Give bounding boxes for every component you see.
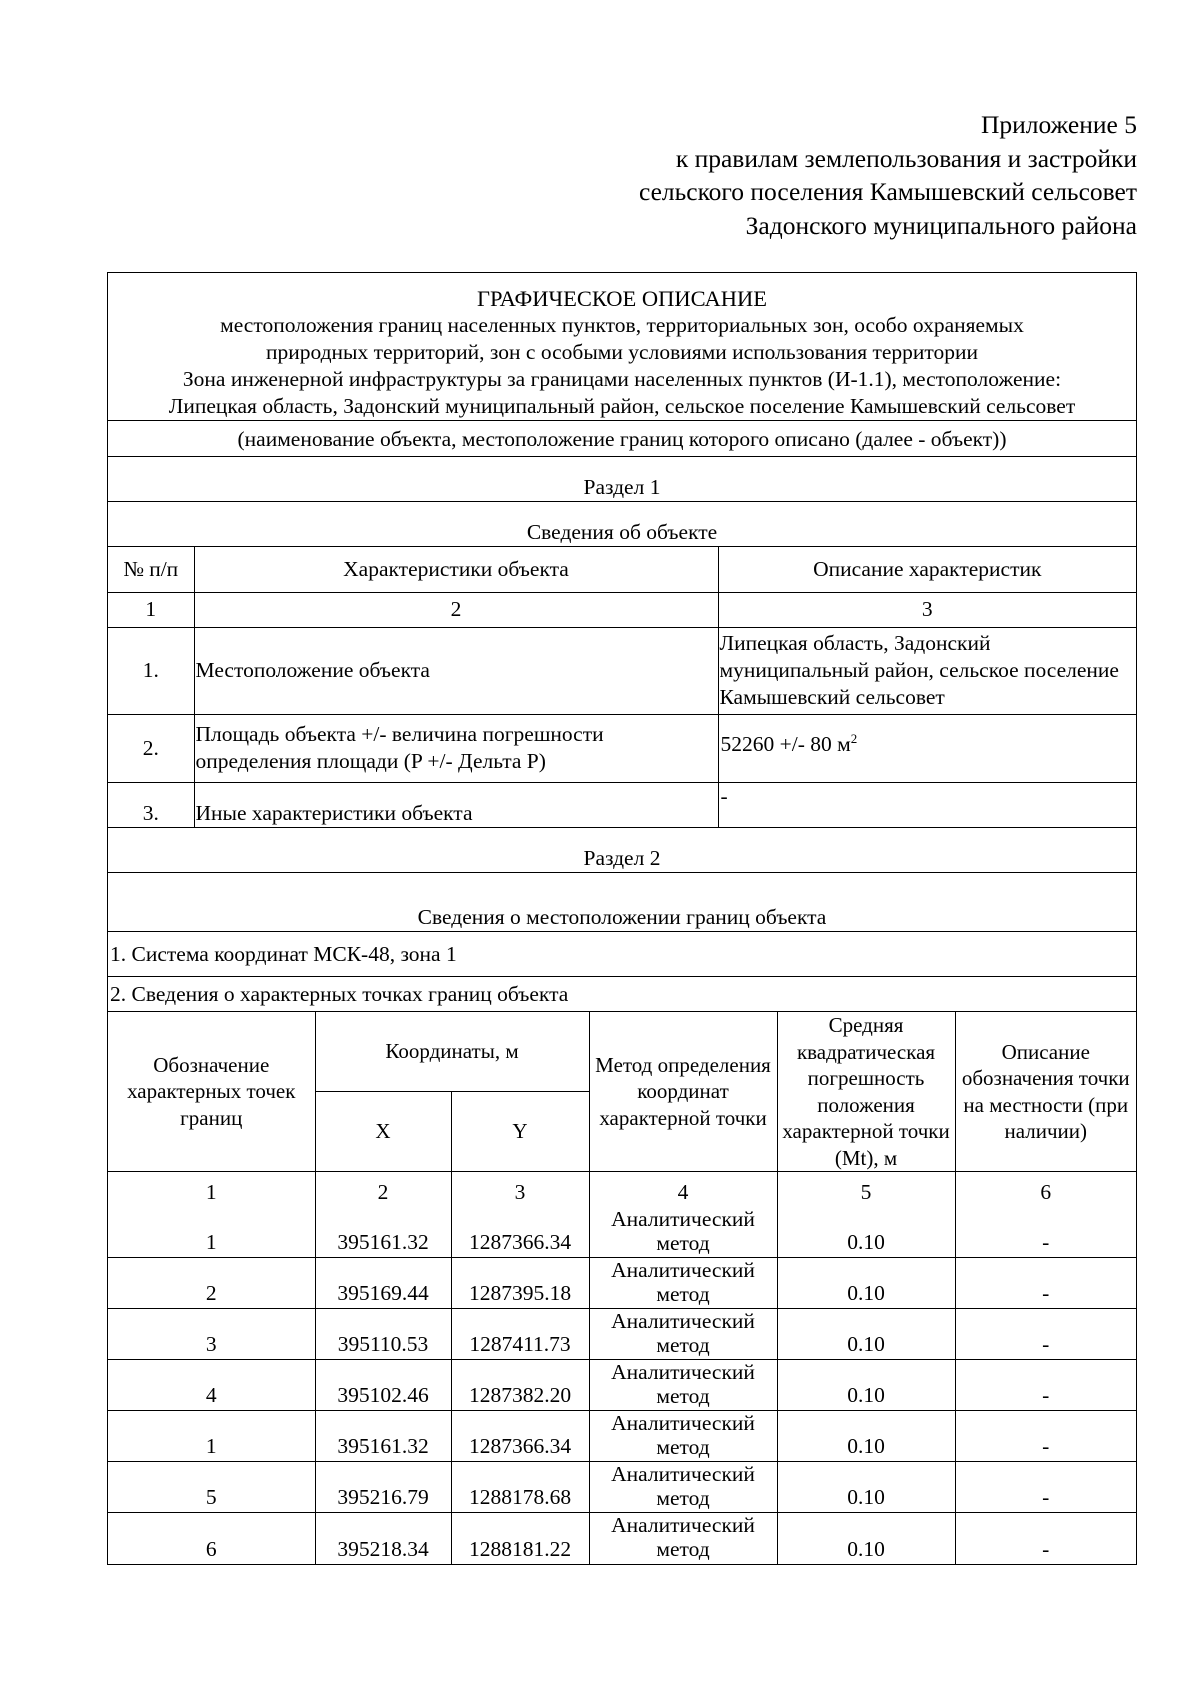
error-value: 0.10 [777,1411,955,1462]
point-description: - [955,1513,1136,1564]
method-text: Аналитический метод [611,1513,755,1561]
table-row [108,1207,1136,1258]
point-description: - [955,1207,1136,1258]
row-number: 1. [108,627,194,714]
table-row [108,627,1136,714]
column-number-row [108,592,1136,627]
x-coordinate: 395216.79 [315,1462,451,1513]
method-text: Аналитический метод [611,1309,755,1357]
characteristic-value [718,714,1136,782]
column-header-error: Средняя квадратическая погрешность положения характерной точки (Mt), м [777,1012,955,1172]
characteristic-name: Иные характеристики объекта [194,782,718,827]
method-cell [589,1360,777,1411]
point-label: 1 [108,1411,315,1462]
appendix-block [639,108,1137,242]
section1-title-row [108,457,1136,502]
table-row [108,1411,1136,1462]
method-cell [589,1462,777,1513]
y-coordinate: 1287395.18 [451,1258,589,1309]
x-coordinate: 395110.53 [315,1309,451,1360]
table-header-row [108,547,1136,592]
error-value: 0.10 [777,1360,955,1411]
table-row [108,714,1136,782]
form-header-line: природных территорий, зон с особыми условиями использования территории [265,340,979,364]
column-header-point: Обозначение характерных точек границ [108,1012,315,1172]
boundary-points-table [108,1012,1136,1564]
object-name-note: (наименование объекта, местоположение границ которого описано (далее - объект)) [108,421,1136,457]
appendix-line: Задонского муниципального района [745,210,1137,240]
section2-title: Раздел 2 [583,846,661,870]
error-value: 0.10 [777,1258,955,1309]
column-header: Характеристики объекта [194,547,718,592]
point-description: - [955,1309,1136,1360]
column-header-desc: Описание обозначения точки на местности (при наличии) [955,1012,1136,1172]
method-text: Аналитический метод [611,1462,755,1510]
point-description: - [955,1360,1136,1411]
x-coordinate: 395218.34 [315,1513,451,1564]
column-number: 5 [777,1172,955,1207]
form-header-line: Липецкая область, Задонский муниципальный район, сельское поселение Камышевский сельсовет [168,394,1076,418]
method-cell [589,1258,777,1309]
point-label: 5 [108,1462,315,1513]
point-label: 6 [108,1513,315,1564]
column-number: 1 [108,592,194,627]
column-number: 4 [589,1172,777,1207]
point-label: 2 [108,1258,315,1309]
form-header-line: Зона инженерной инфраструктуры за границами населенных пунктов (И-1.1), местоположение: [182,367,1062,391]
section2-table-row [108,1012,1136,1564]
characteristic-value: - [718,782,1136,827]
section1-subtitle: Сведения об объекте [526,520,718,544]
point-description: - [955,1462,1136,1513]
column-number: 3 [451,1172,589,1207]
points-body [108,1207,1136,1564]
table-row [108,1258,1136,1309]
y-coordinate: 1287382.20 [451,1360,589,1411]
x-coordinate: 395169.44 [315,1258,451,1309]
y-coordinate: 1288181.22 [451,1513,589,1564]
method-cell [589,1207,777,1258]
appendix-line: к правилам землепользования и застройки [675,143,1137,173]
point-description: - [955,1258,1136,1309]
form-header-line: местоположения границ населенных пунктов, территориальных зон, особо охраняемых [220,313,1024,337]
error-value: 0.10 [777,1462,955,1513]
error-value: 0.10 [777,1513,955,1564]
y-coordinate: 1287411.73 [451,1309,589,1360]
column-number-row [108,1172,1136,1207]
error-value: 0.10 [777,1309,955,1360]
area-value: 52260 +/- 80 м [720,731,851,756]
section1-table-row [108,547,1136,828]
characteristic-value: Липецкая область, Задонский муниципальный район, сельское поселение Камышевский сельсовет [718,627,1136,714]
column-header-y: Y [451,1091,589,1171]
method-text: Аналитический метод [611,1206,755,1255]
method-cell [589,1411,777,1462]
form-title: ГРАФИЧЕСКОЕ ОПИСАНИЕ [476,286,768,311]
section2-subtitle: Сведения о местоположении границ объекта [417,905,827,929]
row-number: 2. [108,714,194,782]
appendix-title: Приложение 5 [981,110,1137,139]
section2-title-row [108,828,1136,873]
table-row [108,1360,1136,1411]
column-header-x: X [315,1091,451,1171]
points-title: 2. Сведения о характерных точках границ объекта [108,977,1136,1012]
area-unit-exponent: 2 [850,730,858,746]
characteristic-name: Площадь объекта +/- величина погрешности определения площади (P +/- Дельта P) [194,714,718,782]
y-coordinate: 1287366.34 [451,1411,589,1462]
column-header-coords: Координаты, м [315,1012,589,1091]
object-info-table [108,547,1136,827]
column-number: 1 [108,1172,315,1207]
column-header: № п/п [108,547,194,592]
method-text: Аналитический метод [611,1258,755,1306]
table-row [108,782,1136,827]
y-coordinate: 1287366.34 [451,1207,589,1258]
coord-system: 1. Система координат МСК-48, зона 1 [108,932,1136,977]
table-header-row [108,1012,1136,1091]
method-text: Аналитический метод [611,1411,755,1459]
column-header-method: Метод определения координат характерной точки [589,1012,777,1172]
error-value: 0.10 [777,1207,955,1258]
y-coordinate: 1288178.68 [451,1462,589,1513]
point-label: 1 [108,1207,315,1258]
method-cell [589,1513,777,1564]
section1-title: Раздел 1 [583,475,661,499]
column-number: 2 [194,592,718,627]
column-header: Описание характеристик [718,547,1136,592]
x-coordinate: 395102.46 [315,1360,451,1411]
point-description: - [955,1411,1136,1462]
x-coordinate: 395161.32 [315,1411,451,1462]
table-row [108,1513,1136,1564]
point-label: 3 [108,1309,315,1360]
column-number: 6 [955,1172,1136,1207]
table-row [108,1462,1136,1513]
form-header [108,273,1136,421]
point-label: 4 [108,1360,315,1411]
method-cell [589,1309,777,1360]
table-row [108,1309,1136,1360]
row-number: 3. [108,782,194,827]
column-number: 2 [315,1172,451,1207]
column-number: 3 [718,592,1136,627]
characteristic-name: Местоположение объекта [194,627,718,714]
section2-subtitle-row [108,873,1136,932]
method-text: Аналитический метод [611,1360,755,1408]
appendix-line: сельского поселения Камышевский сельсовет [638,177,1137,206]
x-coordinate: 395161.32 [315,1207,451,1258]
section1-subtitle-row [108,502,1136,547]
graphic-description-form [107,272,1137,1565]
